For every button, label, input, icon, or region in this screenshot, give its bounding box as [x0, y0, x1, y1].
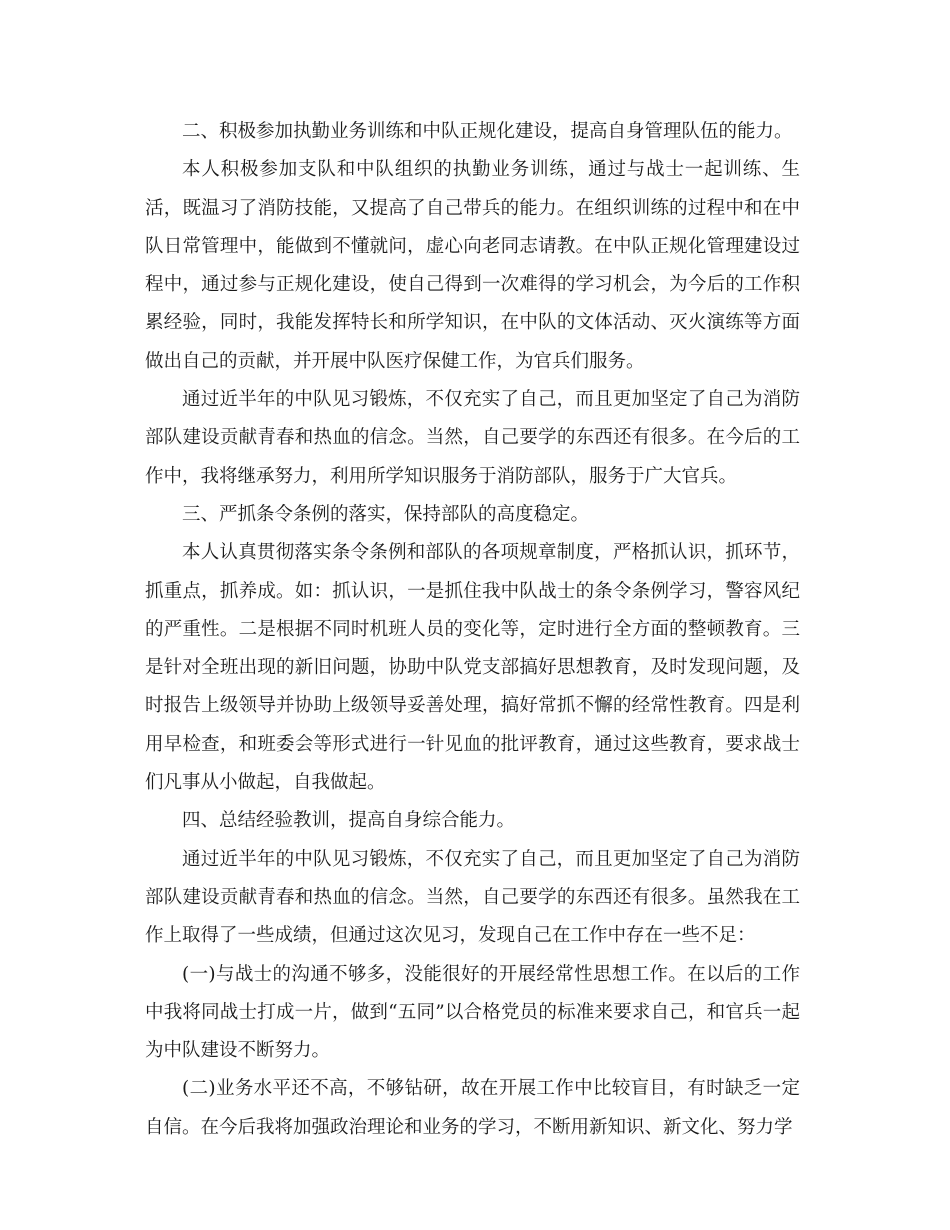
list-item-1: (一)与战士的沟通不够多，没能很好的开展经常性思想工作。在以后的工作中我将同战士打成一片，做到“五同”以合格党员的标准来要求自己，和官兵一起为中队建设不断努力。 — [145, 963, 800, 1062]
paragraph: 本人积极参加支队和中队组织的执勤业务训练，通过与战士一起训练、生活，既温习了消防技能，又提高了自己带兵的能力。在组织训练的过程中和在中队日常管理中，能做到不懂就问，虚心向老同志请教。在中队正规化管理建设过程中，通过参与正规化建设，使自己得到一次难得的学习机会，为今后的工作积累经验，同时，我能发挥特长和所学知识，在中队的文体活动、灭火演练等方面做出自己的贡献，并开展中队医疗保健工作，为官兵们服务。 — [145, 159, 800, 372]
paragraph: 通过近半年的中队见习锻炼，不仅充实了自己，而且更加坚定了自己为消防部队建设贡献青春和热血的信念。当然，自己要学的东西还有很多。在今后的工作中，我将继承努力，利用所学知识服务于消防部队，服务于广大官兵。 — [145, 389, 800, 487]
section-heading-2: 二、积极参加执勤业务训练和中队正规化建设，提高自身管理队伍的能力。 — [182, 121, 793, 142]
section-heading-4: 四、总结经验教训，提高自身综合能力。 — [182, 810, 516, 832]
document-body — [145, 113, 800, 1147]
paragraph: 通过近半年的中队见习锻炼，不仅充实了自己，而且更加坚定了自己为消防部队建设贡献青春和热血的信念。当然，自己要学的东西还有很多。虽然我在工作上取得了一些成绩，但通过这次见习，发现自己在工作中存在一些不足： — [145, 848, 800, 947]
section-heading-3: 三、严抓条令条例的落实，保持部队的高度稳定。 — [182, 503, 590, 525]
paragraph: 本人认真贯彻落实条令条例和部队的各项规章制度，严格抓认识，抓环节，抓重点，抓养成。如：抓认识，一是抓住我中队战士的条令条例学习，警容风纪的严重性。二是根据不同时机班人员的变化等，定时进行全方面的整顿教育。三是针对全班出现的新旧问题，协助中队党支部搞好思想教育，及时发现问题，及时报告上级领导并协助上级领导妥善处理，搞好常抓不懈的经常性教育。四是利用早检查，和班委会等形式进行一针见血的批评教育，通过这些教育，要求战士们凡事从小做起，自我做起。 — [145, 542, 800, 794]
list-item-2: (二)业务水平还不高，不够钻研，故在开展工作中比较盲目，有时缺乏一定自信。在今后我将加强政治理论和业务的学习，不断用新知识、新文化、努力学 — [145, 1078, 800, 1138]
